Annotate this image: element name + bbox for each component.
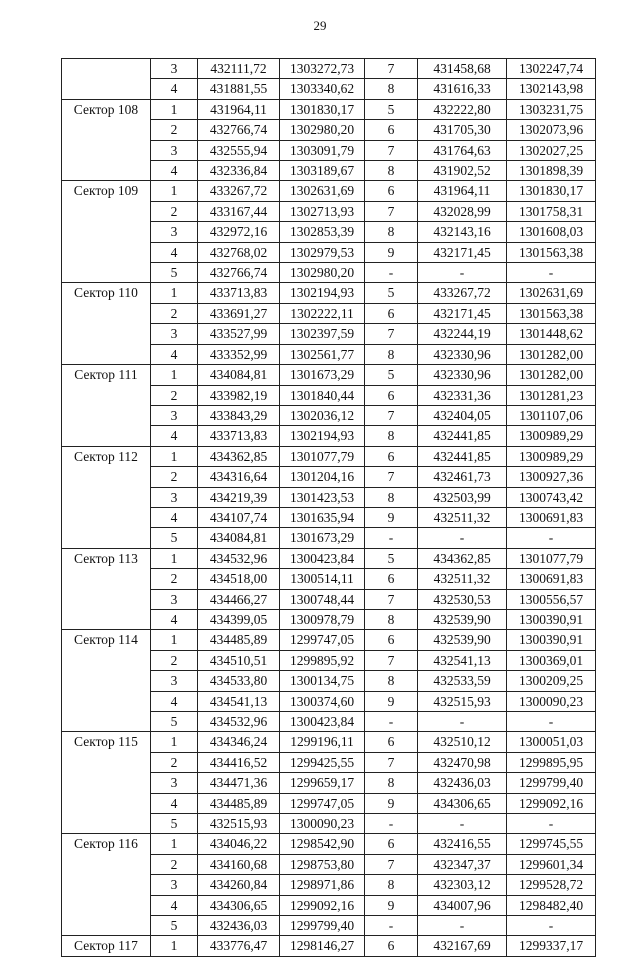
point-number-2: 9 [365, 793, 418, 813]
point-number-2: 7 [365, 405, 418, 425]
point-number-2: 8 [365, 426, 418, 446]
x-coordinate: 433267,72 [198, 181, 280, 201]
x-coordinate: 434160,68 [198, 854, 280, 874]
x-coordinate-2: 432441,85 [418, 446, 507, 466]
x-coordinate: 433691,27 [198, 303, 280, 323]
y-coordinate-2: 1301107,06 [507, 405, 596, 425]
y-coordinate-2: 1300743,42 [507, 487, 596, 507]
point-number: 1 [151, 446, 198, 466]
sector-name: Сектор 113 [62, 548, 151, 630]
x-coordinate: 434399,05 [198, 609, 280, 629]
point-number: 5 [151, 528, 198, 548]
x-coordinate: 434306,65 [198, 895, 280, 915]
point-number: 3 [151, 222, 198, 242]
point-number-2: 6 [365, 936, 418, 956]
point-number: 2 [151, 120, 198, 140]
y-coordinate-2: 1300691,83 [507, 569, 596, 589]
y-coordinate-2: 1299528,72 [507, 875, 596, 895]
y-coordinate-2: 1301563,38 [507, 242, 596, 262]
y-coordinate: 1299092,16 [280, 895, 365, 915]
y-coordinate: 1301673,29 [280, 365, 365, 385]
point-number-2: 6 [365, 181, 418, 201]
y-coordinate: 1299895,92 [280, 650, 365, 670]
point-number: 1 [151, 630, 198, 650]
y-coordinate: 1302980,20 [280, 263, 365, 283]
point-number: 4 [151, 161, 198, 181]
y-coordinate-2: 1299799,40 [507, 773, 596, 793]
point-number: 1 [151, 181, 198, 201]
y-coordinate-2: 1303231,75 [507, 99, 596, 119]
x-coordinate: 434219,39 [198, 487, 280, 507]
y-coordinate: 1299747,05 [280, 630, 365, 650]
point-number-2: 7 [365, 752, 418, 772]
point-number: 1 [151, 283, 198, 303]
point-number-2: 7 [365, 324, 418, 344]
y-coordinate-2: 1300989,29 [507, 426, 596, 446]
y-coordinate: 1302631,69 [280, 181, 365, 201]
point-number-2: 8 [365, 487, 418, 507]
y-coordinate: 1300514,11 [280, 569, 365, 589]
x-coordinate: 434518,00 [198, 569, 280, 589]
point-number: 1 [151, 99, 198, 119]
y-coordinate: 1302397,59 [280, 324, 365, 344]
table-row [62, 936, 596, 956]
point-number: 1 [151, 732, 198, 752]
point-number-2: 8 [365, 773, 418, 793]
x-coordinate: 433527,99 [198, 324, 280, 344]
x-coordinate: 432515,93 [198, 814, 280, 834]
x-coordinate-2: 433267,72 [418, 283, 507, 303]
y-coordinate-2: 1302631,69 [507, 283, 596, 303]
y-coordinate: 1301830,17 [280, 99, 365, 119]
x-coordinate: 434485,89 [198, 793, 280, 813]
point-number: 5 [151, 916, 198, 936]
y-coordinate: 1302980,20 [280, 120, 365, 140]
y-coordinate: 1302979,53 [280, 242, 365, 262]
y-coordinate-2: 1301563,38 [507, 303, 596, 323]
coordinates-table [61, 58, 596, 957]
y-coordinate-2: 1300090,23 [507, 691, 596, 711]
y-coordinate: 1301204,16 [280, 467, 365, 487]
x-coordinate: 434084,81 [198, 365, 280, 385]
x-coordinate: 433776,47 [198, 936, 280, 956]
y-coordinate-2: 1299092,16 [507, 793, 596, 813]
x-coordinate: 434084,81 [198, 528, 280, 548]
x-coordinate: 432555,94 [198, 140, 280, 160]
table-row [62, 834, 596, 854]
x-coordinate: 434533,80 [198, 671, 280, 691]
x-coordinate: 434416,52 [198, 752, 280, 772]
point-number-2: 8 [365, 609, 418, 629]
y-coordinate: 1302853,39 [280, 222, 365, 242]
point-number: 1 [151, 548, 198, 568]
y-coordinate: 1298971,86 [280, 875, 365, 895]
x-coordinate-2: 432530,53 [418, 589, 507, 609]
x-coordinate: 434466,27 [198, 589, 280, 609]
point-number-2: 8 [365, 344, 418, 364]
x-coordinate: 434260,84 [198, 875, 280, 895]
y-coordinate-2: 1299745,55 [507, 834, 596, 854]
x-coordinate: 434541,13 [198, 691, 280, 711]
point-number: 1 [151, 365, 198, 385]
y-coordinate-2: 1301898,39 [507, 161, 596, 181]
y-coordinate-2: 1301758,31 [507, 201, 596, 221]
table-row [62, 732, 596, 752]
sector-name: Сектор 116 [62, 834, 151, 936]
table-row [62, 630, 596, 650]
point-number: 3 [151, 405, 198, 425]
y-coordinate: 1301635,94 [280, 507, 365, 527]
table-row [62, 548, 596, 568]
point-number-2: 6 [365, 630, 418, 650]
y-coordinate: 1300423,84 [280, 712, 365, 732]
x-coordinate-2: 432511,32 [418, 569, 507, 589]
y-coordinate: 1300423,84 [280, 548, 365, 568]
x-coordinate-2: 432331,36 [418, 385, 507, 405]
y-coordinate-2: 1301448,62 [507, 324, 596, 344]
y-coordinate: 1302036,12 [280, 405, 365, 425]
y-coordinate: 1298753,80 [280, 854, 365, 874]
x-coordinate: 434471,36 [198, 773, 280, 793]
point-number: 4 [151, 426, 198, 446]
y-coordinate-2: 1300927,36 [507, 467, 596, 487]
point-number: 5 [151, 263, 198, 283]
point-number: 1 [151, 936, 198, 956]
x-coordinate-2: 432028,99 [418, 201, 507, 221]
x-coordinate-2: 432510,12 [418, 732, 507, 752]
point-number: 3 [151, 589, 198, 609]
x-coordinate-2: 432171,45 [418, 303, 507, 323]
y-coordinate-2: 1300390,91 [507, 630, 596, 650]
x-coordinate: 431881,55 [198, 79, 280, 99]
x-coordinate-2: 432347,37 [418, 854, 507, 874]
x-coordinate-2: 432330,96 [418, 344, 507, 364]
sector-name: Сектор 115 [62, 732, 151, 834]
point-number-2: 9 [365, 507, 418, 527]
y-coordinate-2: 1302027,25 [507, 140, 596, 160]
point-number-2: 7 [365, 59, 418, 79]
x-coordinate-2: - [418, 712, 507, 732]
point-number: 4 [151, 79, 198, 99]
point-number: 3 [151, 140, 198, 160]
x-coordinate-2: 431764,63 [418, 140, 507, 160]
y-coordinate: 1299425,55 [280, 752, 365, 772]
y-coordinate-2: 1301608,03 [507, 222, 596, 242]
point-number-2: 7 [365, 201, 418, 221]
point-number: 1 [151, 834, 198, 854]
x-coordinate-2: 431616,33 [418, 79, 507, 99]
y-coordinate: 1300748,44 [280, 589, 365, 609]
x-coordinate-2: - [418, 916, 507, 936]
point-number-2: 9 [365, 242, 418, 262]
x-coordinate-2: 432511,32 [418, 507, 507, 527]
y-coordinate-2: 1302143,98 [507, 79, 596, 99]
y-coordinate: 1302194,93 [280, 426, 365, 446]
y-coordinate: 1299799,40 [280, 916, 365, 936]
y-coordinate: 1299659,17 [280, 773, 365, 793]
x-coordinate-2: 434007,96 [418, 895, 507, 915]
y-coordinate-2: 1300390,91 [507, 609, 596, 629]
point-number: 2 [151, 650, 198, 670]
point-number-2: - [365, 712, 418, 732]
x-coordinate: 433982,19 [198, 385, 280, 405]
x-coordinate: 434485,89 [198, 630, 280, 650]
point-number: 4 [151, 895, 198, 915]
y-coordinate-2: 1302073,96 [507, 120, 596, 140]
x-coordinate: 432766,74 [198, 263, 280, 283]
point-number-2: - [365, 528, 418, 548]
table-row [62, 181, 596, 201]
y-coordinate-2: 1300989,29 [507, 446, 596, 466]
y-coordinate-2: 1300209,25 [507, 671, 596, 691]
sector-name: Сектор 117 [62, 936, 151, 956]
x-coordinate-2: 432503,99 [418, 487, 507, 507]
point-number-2: 7 [365, 650, 418, 670]
x-coordinate-2: 431705,30 [418, 120, 507, 140]
sector-name: Сектор 110 [62, 283, 151, 365]
x-coordinate: 433352,99 [198, 344, 280, 364]
y-coordinate: 1303272,73 [280, 59, 365, 79]
x-coordinate-2: 434306,65 [418, 793, 507, 813]
x-coordinate-2: 432539,90 [418, 630, 507, 650]
point-number-2: 9 [365, 691, 418, 711]
point-number: 2 [151, 569, 198, 589]
y-coordinate-2: 1299601,34 [507, 854, 596, 874]
point-number-2: 6 [365, 120, 418, 140]
point-number-2: 6 [365, 385, 418, 405]
y-coordinate: 1300090,23 [280, 814, 365, 834]
y-coordinate: 1303189,67 [280, 161, 365, 181]
x-coordinate: 432766,74 [198, 120, 280, 140]
point-number: 3 [151, 671, 198, 691]
y-coordinate-2: - [507, 916, 596, 936]
y-coordinate: 1302222,11 [280, 303, 365, 323]
y-coordinate-2: 1300556,57 [507, 589, 596, 609]
y-coordinate: 1301077,79 [280, 446, 365, 466]
sector-name: Сектор 112 [62, 446, 151, 548]
table-row [62, 283, 596, 303]
y-coordinate: 1300978,79 [280, 609, 365, 629]
point-number: 2 [151, 467, 198, 487]
x-coordinate: 434362,85 [198, 446, 280, 466]
y-coordinate: 1301423,53 [280, 487, 365, 507]
y-coordinate-2: 1301282,00 [507, 365, 596, 385]
x-coordinate-2: - [418, 814, 507, 834]
point-number: 4 [151, 793, 198, 813]
sector-name: Сектор 109 [62, 181, 151, 283]
x-coordinate: 432336,84 [198, 161, 280, 181]
point-number: 2 [151, 854, 198, 874]
point-number-2: - [365, 916, 418, 936]
y-coordinate-2: 1301281,23 [507, 385, 596, 405]
point-number-2: 6 [365, 303, 418, 323]
y-coordinate-2: 1301077,79 [507, 548, 596, 568]
y-coordinate-2: 1299895,95 [507, 752, 596, 772]
point-number: 3 [151, 487, 198, 507]
x-coordinate-2: 432416,55 [418, 834, 507, 854]
table-row [62, 59, 596, 79]
point-number: 5 [151, 712, 198, 732]
y-coordinate: 1298146,27 [280, 936, 365, 956]
x-coordinate-2: 431964,11 [418, 181, 507, 201]
y-coordinate: 1300134,75 [280, 671, 365, 691]
point-number: 2 [151, 303, 198, 323]
y-coordinate: 1303091,79 [280, 140, 365, 160]
x-coordinate: 434532,96 [198, 712, 280, 732]
y-coordinate: 1303340,62 [280, 79, 365, 99]
x-coordinate-2: - [418, 528, 507, 548]
y-coordinate-2: 1300051,03 [507, 732, 596, 752]
point-number-2: 5 [365, 99, 418, 119]
point-number-2: 7 [365, 589, 418, 609]
x-coordinate-2: 432244,19 [418, 324, 507, 344]
x-coordinate-2: 432441,85 [418, 426, 507, 446]
point-number: 3 [151, 324, 198, 344]
y-coordinate-2: 1299337,17 [507, 936, 596, 956]
x-coordinate-2: 432533,59 [418, 671, 507, 691]
x-coordinate-2: 432515,93 [418, 691, 507, 711]
table-row [62, 446, 596, 466]
y-coordinate-2: 1298482,40 [507, 895, 596, 915]
point-number-2: 8 [365, 875, 418, 895]
x-coordinate: 433167,44 [198, 201, 280, 221]
x-coordinate-2: 432436,03 [418, 773, 507, 793]
x-coordinate-2: 432539,90 [418, 609, 507, 629]
sector-name: Сектор 114 [62, 630, 151, 732]
y-coordinate: 1298542,90 [280, 834, 365, 854]
y-coordinate-2: - [507, 263, 596, 283]
point-number: 3 [151, 59, 198, 79]
point-number: 3 [151, 875, 198, 895]
point-number-2: 6 [365, 569, 418, 589]
point-number-2: 5 [365, 548, 418, 568]
y-coordinate-2: - [507, 814, 596, 834]
x-coordinate-2: 434362,85 [418, 548, 507, 568]
point-number-2: 7 [365, 140, 418, 160]
sector-name: Сектор 108 [62, 99, 151, 181]
x-coordinate-2: 432461,73 [418, 467, 507, 487]
point-number: 4 [151, 609, 198, 629]
point-number: 2 [151, 385, 198, 405]
x-coordinate: 434510,51 [198, 650, 280, 670]
point-number: 5 [151, 814, 198, 834]
point-number: 2 [151, 752, 198, 772]
x-coordinate: 434046,22 [198, 834, 280, 854]
page-number: 29 [313, 18, 327, 33]
x-coordinate: 432768,02 [198, 242, 280, 262]
y-coordinate-2: 1301282,00 [507, 344, 596, 364]
point-number: 4 [151, 691, 198, 711]
x-coordinate-2: 432541,13 [418, 650, 507, 670]
x-coordinate-2: 432143,16 [418, 222, 507, 242]
point-number: 4 [151, 507, 198, 527]
y-coordinate-2: 1302247,74 [507, 59, 596, 79]
x-coordinate-2: 432404,05 [418, 405, 507, 425]
point-number-2: 6 [365, 834, 418, 854]
x-coordinate: 434346,24 [198, 732, 280, 752]
x-coordinate-2: 431458,68 [418, 59, 507, 79]
x-coordinate: 433713,83 [198, 426, 280, 446]
point-number: 3 [151, 773, 198, 793]
x-coordinate: 434316,64 [198, 467, 280, 487]
point-number-2: - [365, 814, 418, 834]
y-coordinate-2: 1300691,83 [507, 507, 596, 527]
y-coordinate: 1301673,29 [280, 528, 365, 548]
x-coordinate: 432111,72 [198, 59, 280, 79]
point-number-2: 5 [365, 365, 418, 385]
point-number-2: - [365, 263, 418, 283]
point-number-2: 6 [365, 446, 418, 466]
x-coordinate: 432436,03 [198, 916, 280, 936]
table-row [62, 365, 596, 385]
y-coordinate-2: - [507, 712, 596, 732]
x-coordinate-2: - [418, 263, 507, 283]
point-number-2: 9 [365, 895, 418, 915]
point-number-2: 6 [365, 732, 418, 752]
x-coordinate: 433713,83 [198, 283, 280, 303]
y-coordinate: 1299747,05 [280, 793, 365, 813]
y-coordinate-2: - [507, 528, 596, 548]
x-coordinate: 434532,96 [198, 548, 280, 568]
x-coordinate-2: 432222,80 [418, 99, 507, 119]
x-coordinate-2: 432303,12 [418, 875, 507, 895]
y-coordinate: 1302561,77 [280, 344, 365, 364]
y-coordinate: 1302194,93 [280, 283, 365, 303]
y-coordinate-2: 1301830,17 [507, 181, 596, 201]
y-coordinate: 1302713,93 [280, 201, 365, 221]
x-coordinate-2: 432171,45 [418, 242, 507, 262]
y-coordinate: 1299196,11 [280, 732, 365, 752]
point-number-2: 8 [365, 222, 418, 242]
x-coordinate: 434107,74 [198, 507, 280, 527]
x-coordinate: 433843,29 [198, 405, 280, 425]
point-number-2: 8 [365, 671, 418, 691]
x-coordinate: 431964,11 [198, 99, 280, 119]
point-number: 2 [151, 201, 198, 221]
coordinates-table-body [62, 59, 596, 957]
table-row [62, 99, 596, 119]
y-coordinate-2: 1300369,01 [507, 650, 596, 670]
x-coordinate: 432972,16 [198, 222, 280, 242]
point-number: 4 [151, 344, 198, 364]
point-number-2: 7 [365, 467, 418, 487]
point-number-2: 8 [365, 161, 418, 181]
sector-name [62, 59, 151, 100]
point-number-2: 8 [365, 79, 418, 99]
sector-name: Сектор 111 [62, 365, 151, 447]
x-coordinate-2: 432470,98 [418, 752, 507, 772]
point-number-2: 7 [365, 854, 418, 874]
x-coordinate-2: 431902,52 [418, 161, 507, 181]
y-coordinate: 1301840,44 [280, 385, 365, 405]
x-coordinate-2: 432330,96 [418, 365, 507, 385]
point-number-2: 5 [365, 283, 418, 303]
point-number: 4 [151, 242, 198, 262]
y-coordinate: 1300374,60 [280, 691, 365, 711]
x-coordinate-2: 432167,69 [418, 936, 507, 956]
